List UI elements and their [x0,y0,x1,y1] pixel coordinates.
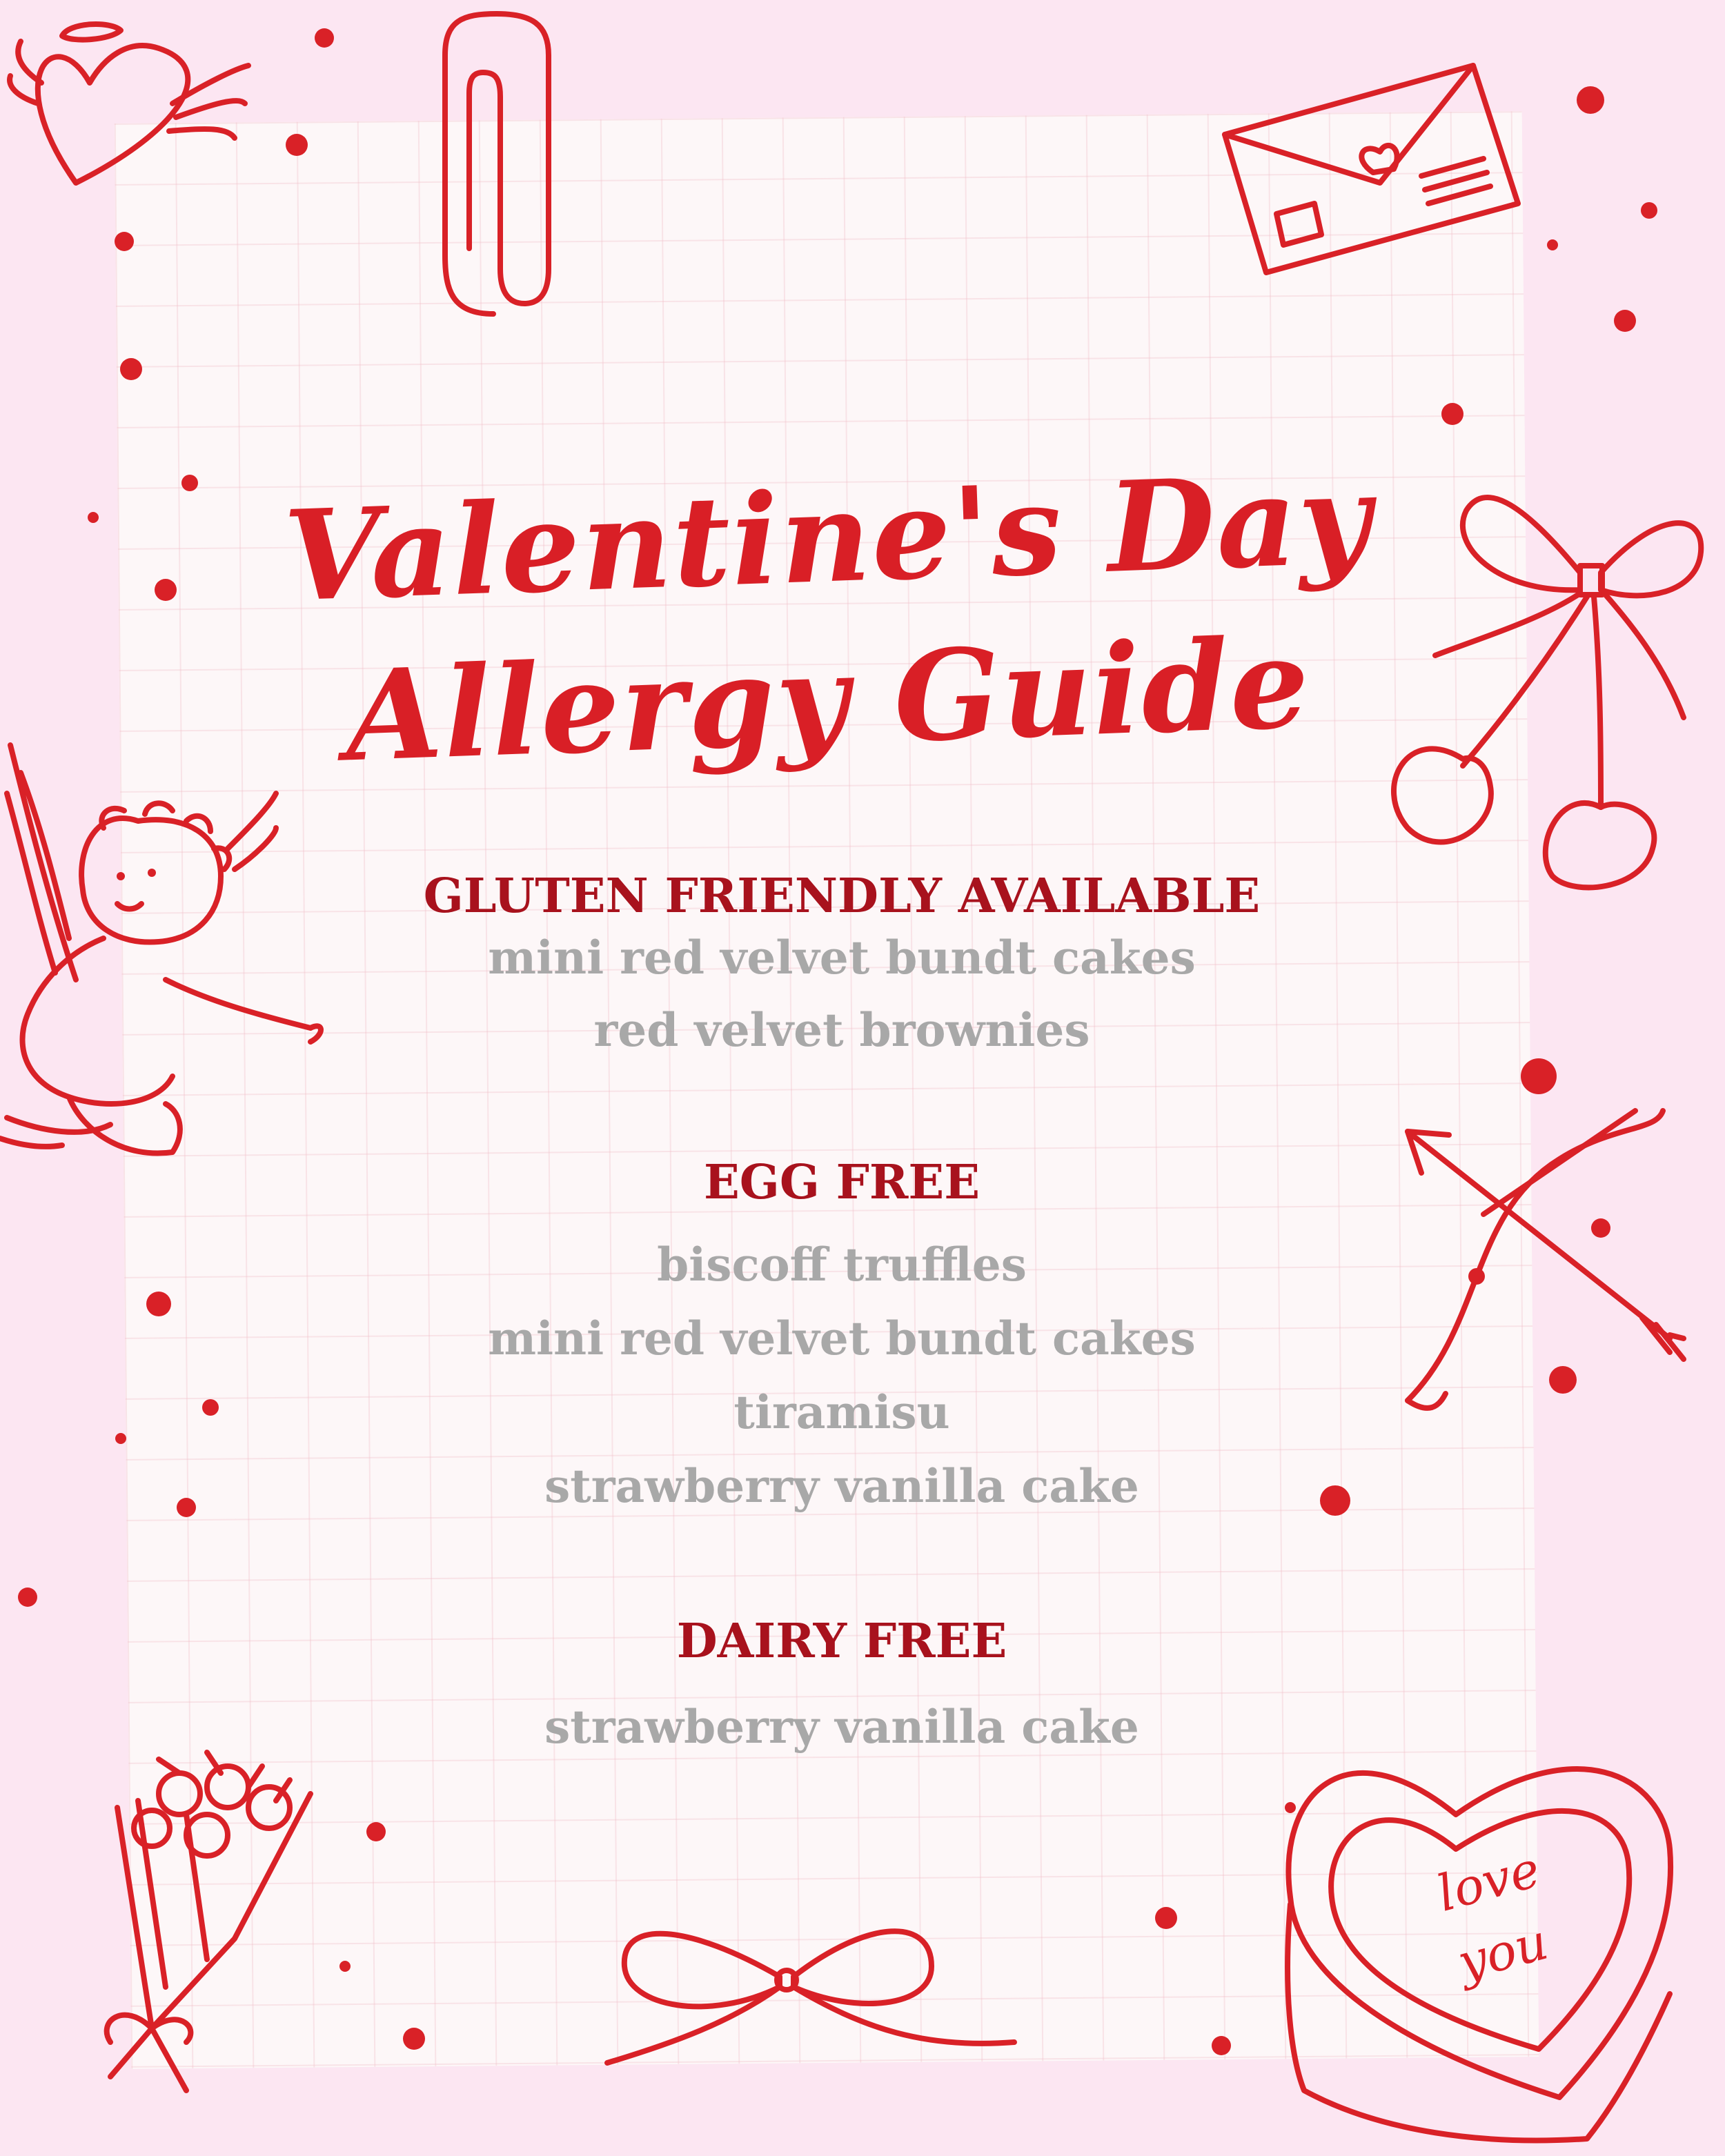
flower-bouquet-icon [107,1752,310,2090]
gluten-item-2: red velvet brownies [593,1003,1090,1057]
section-heading-gluten: GLUTEN FRIENDLY AVAILABLE [423,869,1261,924]
ribbon-bow-icon [607,1931,1014,2063]
heart-cake-icon [1288,1769,1670,2140]
egg-item-4: strawberry vanilla cake [544,1459,1139,1513]
dairy-item-1: strawberry vanilla cake [544,1700,1139,1754]
paperclip-icon [445,14,549,314]
title-line-1: Valentine's Day [282,446,1374,630]
cupid-icon [0,745,321,1154]
bow-and-arrow-icon [1408,1058,1684,1408]
title-line-2: Allergy Guide [343,610,1313,790]
section-heading-egg: EGG FREE [703,1155,980,1210]
section-heading-dairy: DAIRY FREE [676,1614,1007,1669]
egg-item-1: biscoff truffles [657,1238,1027,1292]
winged-heart-icon [10,24,248,183]
cake-text-you: you [1452,1912,1554,1992]
egg-item-2: mini red velvet bundt cakes [488,1312,1196,1365]
egg-item-3: tiramisu [733,1385,950,1439]
cake-text-love: love [1431,1839,1546,1923]
gluten-item-1: mini red velvet bundt cakes [488,931,1196,985]
envelope-icon [1225,66,1518,273]
